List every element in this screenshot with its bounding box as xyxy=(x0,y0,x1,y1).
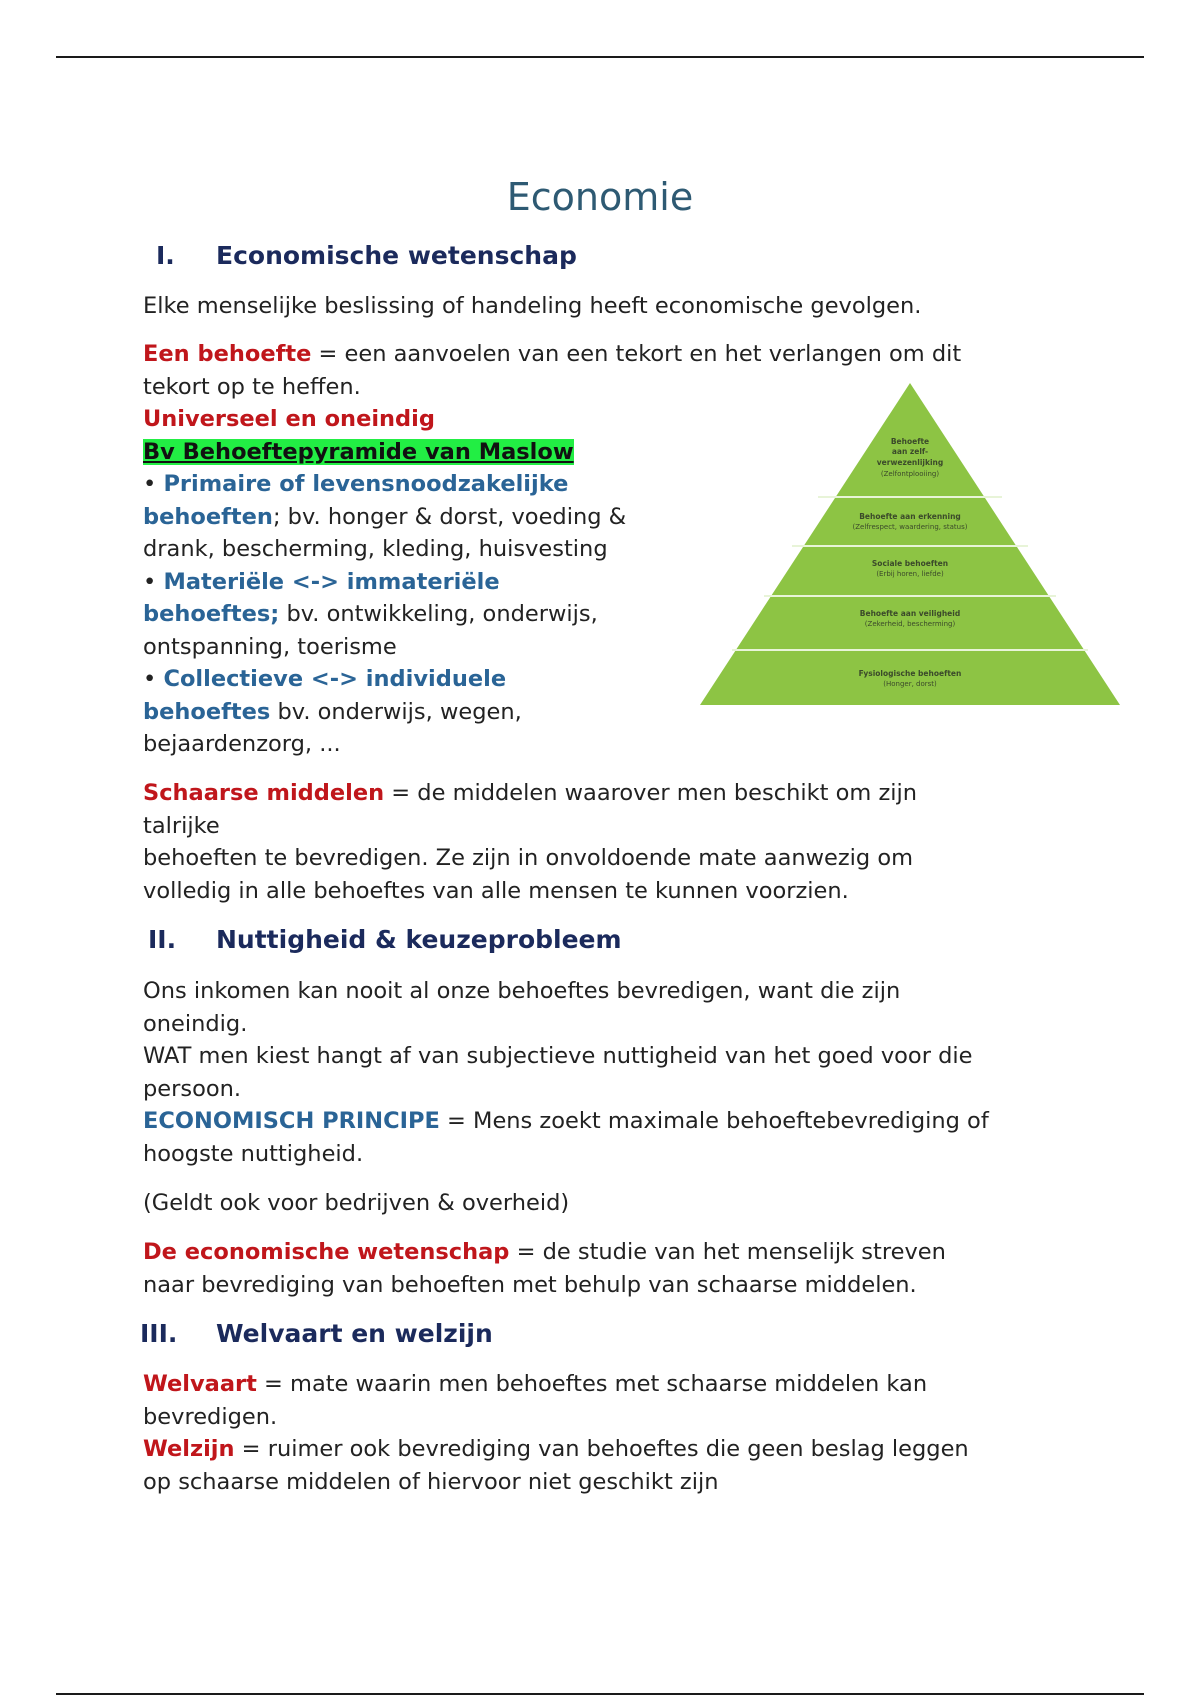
section-title: Nuttigheid & keuzeprobleem xyxy=(216,925,622,954)
section-title: Economische wetenschap xyxy=(216,241,577,270)
definition-text: = een aanvoelen van een tekort en het verlangen om dit xyxy=(311,341,962,367)
intro-paragraph: Elke menselijke beslissing of handeling heeft economische gevolgen. xyxy=(143,293,922,319)
maslow-pyramid xyxy=(695,380,1125,710)
pyramid-level-label: aan zelf- xyxy=(891,447,929,456)
definition-text: op schaarse middelen of hiervoor niet geschikt zijn xyxy=(143,1468,719,1495)
definition-text: naar bevrediging van behoeften met behulp van schaarse middelen. xyxy=(143,1271,917,1298)
section-heading-3 xyxy=(140,1319,493,1348)
section-heading-2 xyxy=(140,925,622,954)
term-economische-wetenschap: De economische wetenschap xyxy=(143,1239,510,1265)
definition-text: = de middelen waarover men beschikt om zijn xyxy=(384,780,918,806)
bullet-term: Collectieve <-> individuele xyxy=(163,666,507,692)
paragraph-line: Ons inkomen kan nooit al onze behoeftes bevredigen, want die zijn xyxy=(143,978,901,1004)
definition-text: behoeften te bevredigen. Ze zijn in onvoldoende mate aanwezig om xyxy=(143,845,914,871)
section-title: Welvaart en welzijn xyxy=(216,1319,493,1348)
bullet-term: Primaire of levensnoodzakelijke xyxy=(163,471,569,497)
section-number: II. xyxy=(148,925,177,954)
section-number: I. xyxy=(156,241,175,270)
bullet-term: Materiële <-> immateriële xyxy=(163,568,500,595)
geldt-note: (Geldt ook voor bedrijven & overheid) xyxy=(143,1190,570,1216)
bullet-text: bv. onderwijs, wegen, xyxy=(270,698,522,725)
bullet-term: behoeften xyxy=(143,503,273,530)
definition-text: = Mens zoekt maximale behoeftebevrediging of xyxy=(439,1108,989,1134)
nuttigheid-block xyxy=(143,975,989,1170)
term-economisch-principe: ECONOMISCH PRINCIPE xyxy=(143,1108,440,1134)
pyramid-level-label: Behoefte xyxy=(890,437,930,446)
bullet: • xyxy=(143,666,157,692)
paragraph-line: WAT men kiest hangt af van subjectieve nuttigheid van het goed voor die xyxy=(143,1043,973,1069)
bullet-term: behoeftes; xyxy=(143,601,280,627)
pyramid-level-label: Behoefte aan veiligheid xyxy=(859,609,961,618)
wetenschap-block xyxy=(143,1236,946,1301)
bullet-text: bejaardenzorg, ... xyxy=(143,731,341,757)
bullet-text: drank, bescherming, kleding, huisvesting xyxy=(143,536,608,562)
bullet: • xyxy=(143,471,157,497)
definition-text: talrijke xyxy=(143,812,220,839)
section-heading-1 xyxy=(140,241,577,270)
term-welzijn: Welzijn xyxy=(143,1436,235,1462)
term-schaarse-middelen: Schaarse middelen xyxy=(143,780,385,806)
pyramid-level-label: Behoefte aan erkenning xyxy=(859,512,961,521)
section-number: III. xyxy=(140,1319,178,1348)
definition-text: = mate waarin men behoeftes met schaarse middelen kan xyxy=(256,1371,928,1397)
definition-text: = de studie van het menselijk streven xyxy=(509,1239,946,1265)
pyramid-level-label: verwezenlijking xyxy=(876,458,944,467)
schaarse-block xyxy=(143,777,917,907)
universeel-label: Universeel en oneindig xyxy=(143,406,435,432)
definition-text: hoogste nuttigheid. xyxy=(143,1140,364,1167)
pyramid-shape xyxy=(700,383,1120,705)
pyramid-level-sub: (Zelfontplooiing) xyxy=(880,470,940,478)
header-rule xyxy=(56,56,1144,58)
pyramid-level-sub: (Zelfrespect, waardering, status) xyxy=(852,523,968,531)
page-title: Economie xyxy=(506,175,694,219)
definition-text: = ruimer ook bevrediging van behoeftes die geen beslag leggen xyxy=(234,1436,969,1462)
welvaart-block xyxy=(143,1368,969,1498)
bullet-text: ; bv. honger & dorst, voeding & xyxy=(272,503,627,530)
bullet-term: behoeftes xyxy=(143,698,271,725)
pyramid-level-sub: (Erbij horen, liefde) xyxy=(876,570,944,578)
bullet-text: bv. ontwikkeling, onderwijs, xyxy=(279,601,598,627)
pyramid-level-label: Fysiologische behoeften xyxy=(858,669,962,678)
term-behoefte: Een behoefte xyxy=(143,341,312,367)
definition-text: bevredigen. xyxy=(143,1403,278,1430)
definition-text: tekort op te heffen. xyxy=(143,373,361,400)
bullet: • xyxy=(143,568,157,595)
pyramid-level-sub: (Honger, dorst) xyxy=(883,680,937,688)
bullet-text: ontspanning, toerisme xyxy=(143,633,397,660)
pyramid-level-label: Sociale behoeften xyxy=(871,559,949,568)
maslow-highlight: Bv Behoeftepyramide van Maslow xyxy=(143,438,574,465)
paragraph-line: oneindig. xyxy=(143,1010,248,1037)
pyramid-level-sub: (Zekerheid, bescherming) xyxy=(864,620,956,628)
term-welvaart: Welvaart xyxy=(143,1371,257,1397)
footer-rule xyxy=(56,1693,1144,1695)
definition-text: volledig in alle behoeftes van alle mensen te kunnen voorzien. xyxy=(143,877,849,904)
paragraph-line: persoon. xyxy=(143,1075,242,1102)
